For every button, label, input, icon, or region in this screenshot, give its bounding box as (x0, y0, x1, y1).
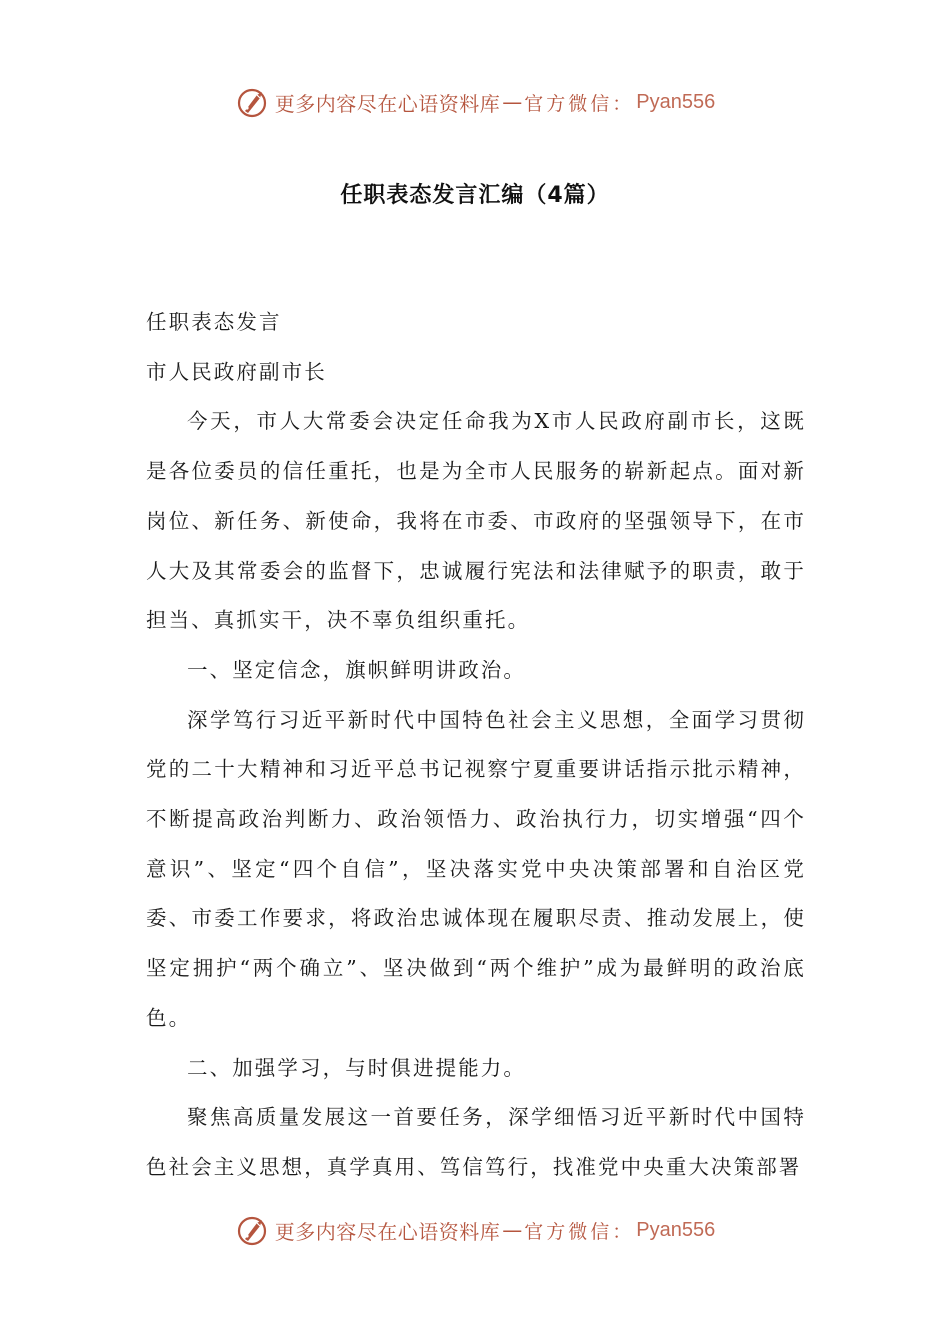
header-watermark-banner (0, 82, 950, 122)
pen-nib-logo-icon (235, 84, 271, 120)
section-heading-2: 二、加强学习，与时俱进提能力。 (187, 1055, 526, 1080)
document-title: 任职表态发言汇编（4篇） (340, 183, 610, 208)
banner-dash: — (502, 90, 523, 114)
footer-watermark-banner (0, 1210, 950, 1250)
banner-tagline: 更多内容尽在心语资料库 (274, 1219, 501, 1244)
paragraph-opening: 今天，市人大常委会决定任命我为X市人民政府副市长，这既是各位委员的信任重托，也是为全市人民服务的崭新起点。面对新岗位、新任务、新使命，我将在市委、市政府的坚强领导下，在市人大及其常委会的监督下，忠诚履行宪法和法律赋予的职责，敢于担当、真抓实干，决不辜负组织重托。 (146, 409, 806, 633)
pen-nib-logo-icon (235, 1212, 271, 1248)
banner-wechat-id: Pyan556 (636, 1218, 716, 1241)
speech-heading: 任职表态发言 (146, 310, 282, 334)
banner-wechat-id: Pyan556 (636, 90, 716, 113)
document-body (146, 298, 806, 1193)
banner-tagline: 更多内容尽在心语资料库 (274, 91, 501, 116)
speaker-position: 市人民政府副市长 (146, 359, 327, 384)
banner-dash: — (502, 1218, 523, 1242)
section-heading-1: 一、坚定信念，旗帜鲜明讲政治。 (187, 657, 526, 682)
paragraph-section-1: 深学笃行习近平新时代中国特色社会主义思想，全面学习贯彻党的二十大精神和习近平总书记视察宁夏重要讲话指示批示精神，不断提高政治判断力、政治领悟力、政治执行力，切实增强“四个意识”、坚定“四个自信”，坚决落实党中央决策部署和自治区党委、市委工作要求，将政治忠诚体现在履职尽责、推动发展上，使坚定拥护“两个确立”、坚决做到“两个维护”成为最鲜明的政治底色。 (146, 707, 806, 1030)
banner-wechat-label: 官方微信： (524, 92, 635, 115)
banner-wechat-label: 官方微信： (524, 1220, 635, 1243)
paragraph-section-2: 聚焦高质量发展这一首要任务，深学细悟习近平新时代中国特色社会主义思想，真学真用、笃信笃行，找准党中央重大决策部署 (146, 1105, 806, 1179)
